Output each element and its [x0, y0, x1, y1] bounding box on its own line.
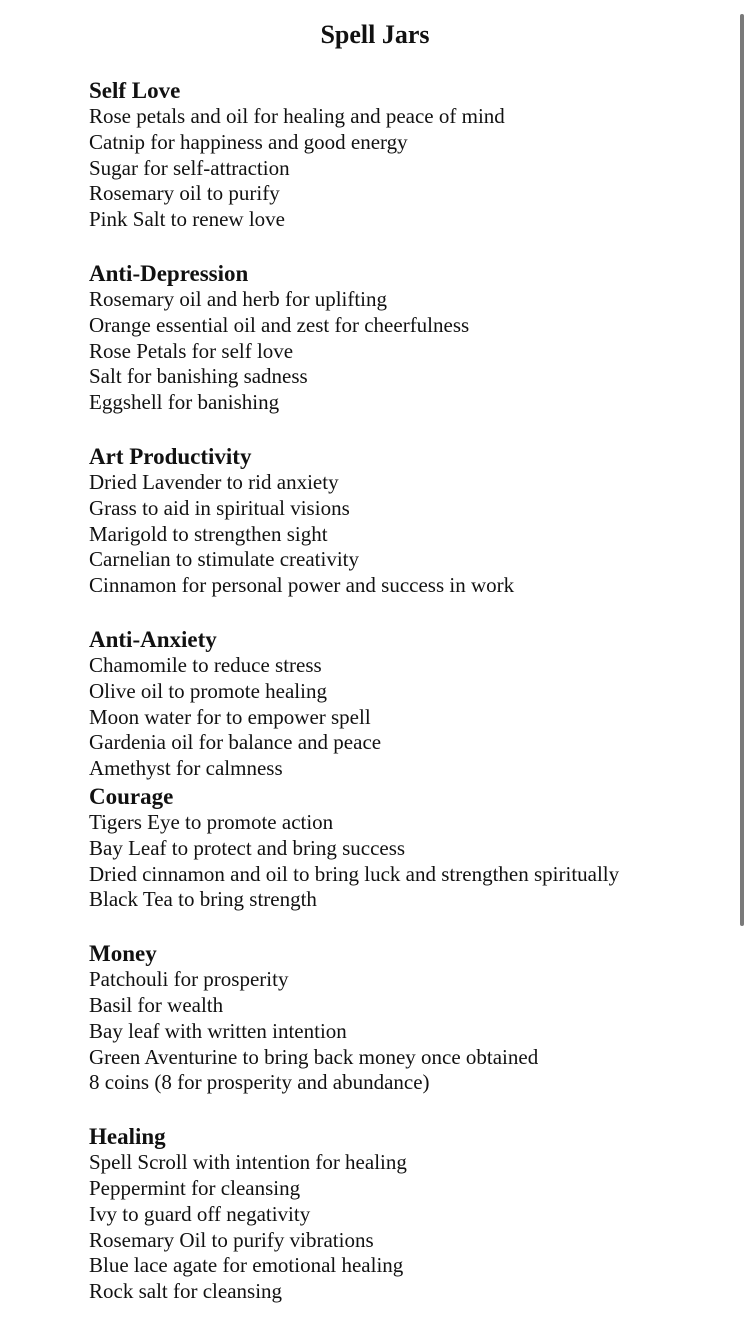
list-item: Orange essential oil and zest for cheerfulness — [89, 312, 470, 337]
section-heading: Money — [89, 941, 157, 967]
list-item: Blue lace agate for emotional healing — [89, 1253, 404, 1278]
list-item: Patchouli for prosperity — [89, 967, 289, 992]
list-item: Rock salt for cleansing — [89, 1279, 283, 1304]
list-item: Dried Lavender to rid anxiety — [89, 469, 339, 494]
list-item: Chamomile to reduce stress — [89, 652, 322, 677]
list-item: Rosemary oil to purify — [89, 181, 280, 206]
list-item: Gardenia oil for balance and peace — [89, 730, 382, 755]
list-item: Pink Salt to renew love — [89, 207, 285, 232]
list-item: Tigers Eye to promote action — [89, 809, 334, 834]
section-healing — [89, 1122, 729, 1305]
ingredient-list — [89, 470, 729, 599]
list-item: Bay leaf with written intention — [89, 1018, 347, 1043]
section-gap — [89, 1096, 729, 1122]
ingredient-list — [89, 1150, 729, 1305]
list-item: Green Aventurine to bring back money once obtained — [89, 1044, 539, 1069]
list-item: Rosemary Oil to purify vibrations — [89, 1227, 374, 1252]
section-heading: Art Productivity — [89, 443, 252, 469]
section-gap — [89, 233, 729, 259]
list-item: Eggshell for banishing — [89, 390, 280, 415]
section-self-love — [89, 76, 729, 233]
list-item: Marigold to strengthen sight — [89, 521, 328, 546]
section-gap — [89, 913, 729, 939]
list-item: Rose Petals for self love — [89, 338, 294, 363]
ingredient-list — [89, 967, 729, 1096]
ingredient-list — [89, 287, 729, 416]
list-item: Ivy to guard off negativity — [89, 1201, 311, 1226]
section-heading: Courage — [89, 783, 174, 809]
list-item: Rosemary oil and herb for uplifting — [89, 286, 388, 311]
list-item: 8 coins (8 for prosperity and abundance) — [89, 1070, 430, 1095]
section-heading: Self Love — [89, 78, 181, 103]
list-item: Bay Leaf to protect and bring success — [89, 835, 406, 860]
list-item: Catnip for happiness and good energy — [89, 129, 408, 154]
list-item: Black Tea to bring strength — [89, 887, 317, 912]
list-item: Carnelian to stimulate creativity — [89, 547, 359, 572]
vertical-scrollbar[interactable] — [740, 14, 744, 926]
page-title: Spell Jars — [320, 20, 430, 49]
list-item: Cinnamon for personal power and success in work — [89, 573, 515, 598]
section-gap — [89, 416, 729, 442]
ingredient-list — [89, 810, 729, 913]
list-item: Olive oil to promote healing — [89, 678, 327, 703]
list-item: Rose petals and oil for healing and peace of mind — [89, 104, 505, 128]
list-item: Basil for wealth — [89, 992, 224, 1017]
list-item: Amethyst for calmness — [89, 756, 283, 781]
list-item: Dried cinnamon and oil to bring luck and strengthen spiritually — [89, 861, 620, 886]
document-content — [89, 76, 729, 1305]
section-anti-anxiety — [89, 625, 729, 782]
section-heading: Anti-Anxiety — [89, 626, 217, 652]
list-item: Spell Scroll with intention for healing — [89, 1150, 407, 1175]
section-heading: Healing — [89, 1124, 166, 1150]
list-item: Salt for banishing sadness — [89, 364, 308, 389]
section-gap — [89, 599, 729, 625]
list-item: Grass to aid in spiritual visions — [89, 495, 350, 520]
section-anti-depression — [89, 259, 729, 416]
list-item: Sugar for self-attraction — [89, 155, 290, 180]
list-item: Peppermint for cleansing — [89, 1175, 301, 1200]
section-money — [89, 939, 729, 1096]
ingredient-list — [89, 653, 729, 782]
ingredient-list — [89, 104, 729, 233]
section-courage — [89, 782, 729, 913]
section-art-productivity — [89, 442, 729, 599]
section-heading: Anti-Depression — [89, 260, 249, 286]
list-item: Moon water for to empower spell — [89, 704, 371, 729]
